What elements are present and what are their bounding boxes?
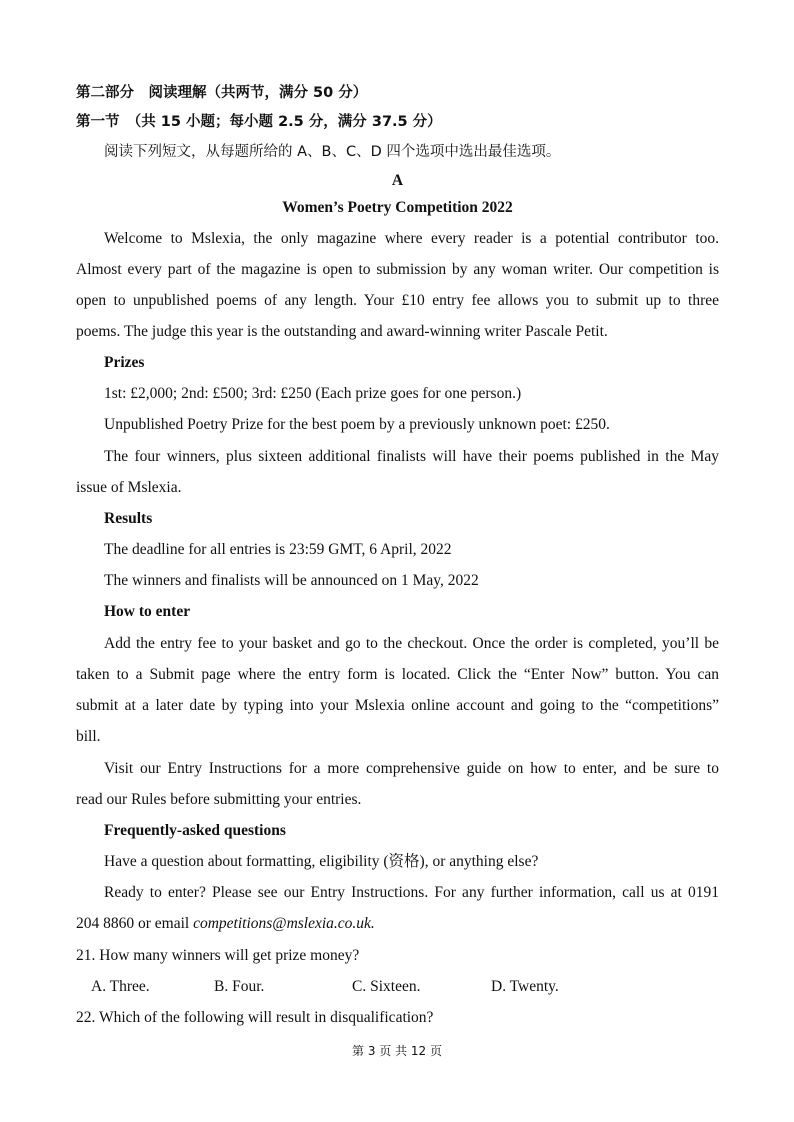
results-heading: Results [104,510,153,527]
how-to-enter-line-5: Visit our Entry Instructions for a more comprehensive guide on how to enter, and be sure to [104,760,719,777]
how-to-enter-line-1: Add the entry fee to your basket and go to the checkout. Once the order is completed, you’ll be [104,635,719,652]
how-to-enter-line-4: bill. [76,728,101,745]
question-21-option-a: A. Three. [91,978,150,995]
prizes-heading: Prizes [104,354,145,371]
intro-line-3: open to unpublished poems of any length. Your £10 entry fee allows you to submit up to three [76,292,719,309]
intro-line-1: Welcome to Mslexia, the only magazine where every reader is a potential contributor too. [104,230,719,247]
passage-title: Women’s Poetry Competition 2022 [282,199,513,216]
page-footer: 第 3 页 共 12 页 [352,1044,442,1058]
faq-line-1: Have a question about formatting, eligibility (资格), or anything else? [104,853,539,870]
passage-label: A [391,172,404,189]
question-21-stem: 21. How many winners will get prize money? [76,947,360,964]
results-line-2: The winners and finalists will be announced on 1 May, 2022 [104,572,479,589]
how-to-enter-heading: How to enter [104,603,191,620]
contact-email: competitions@mslexia.co.uk. [193,915,375,932]
intro-line-2: Almost every part of the magazine is open to submission by any woman writer. Our competition is [76,261,719,278]
faq-line-3 [76,913,719,935]
prizes-line-3a: The four winners, plus sixteen additional finalists will have their poems published in the May [104,448,719,465]
part-heading: 第二部分 阅读理解（共两节，满分 50 分） [76,85,368,101]
question-22-stem: 22. Which of the following will result in disqualification? [76,1009,434,1026]
question-21-option-d: D. Twenty. [491,978,559,995]
question-21-option-c: C. Sixteen. [352,978,421,995]
prizes-line-1: 1st: £2,000; 2nd: £500; 3rd: £250 (Each prize goes for one person.) [104,385,522,402]
how-to-enter-line-6: read our Rules before submitting your entries. [76,791,362,808]
intro-line-4: poems. The judge this year is the outstanding and award-winning writer Pascale Petit. [76,323,608,340]
prizes-line-2: Unpublished Poetry Prize for the best poem by a previously unknown poet: £250. [104,416,610,433]
faq-heading: Frequently-asked questions [104,822,286,839]
prizes-line-3b: issue of Mslexia. [76,479,182,496]
subsection-heading: 第一节 （共 15 小题；每小题 2.5 分，满分 37.5 分） [76,114,442,130]
results-line-1: The deadline for all entries is 23:59 GMT, 6 April, 2022 [104,541,452,558]
question-21-option-b: B. Four. [214,978,265,995]
how-to-enter-line-2: taken to a Submit page where the entry form is located. Click the “Enter Now” button. You can [76,666,719,683]
instruction: 阅读下列短文，从每题所给的 A、B、C、D 四个选项中选出最佳选项。 [104,144,561,160]
faq-line-2: Ready to enter? Please see our Entry Instructions. For any further information, call us at 0191 [104,884,719,901]
how-to-enter-line-3: submit at a later date by typing into your Mslexia online account and going to the “competitions” [76,697,719,714]
faq-line-3-text: 204 8860 or email [76,915,194,932]
